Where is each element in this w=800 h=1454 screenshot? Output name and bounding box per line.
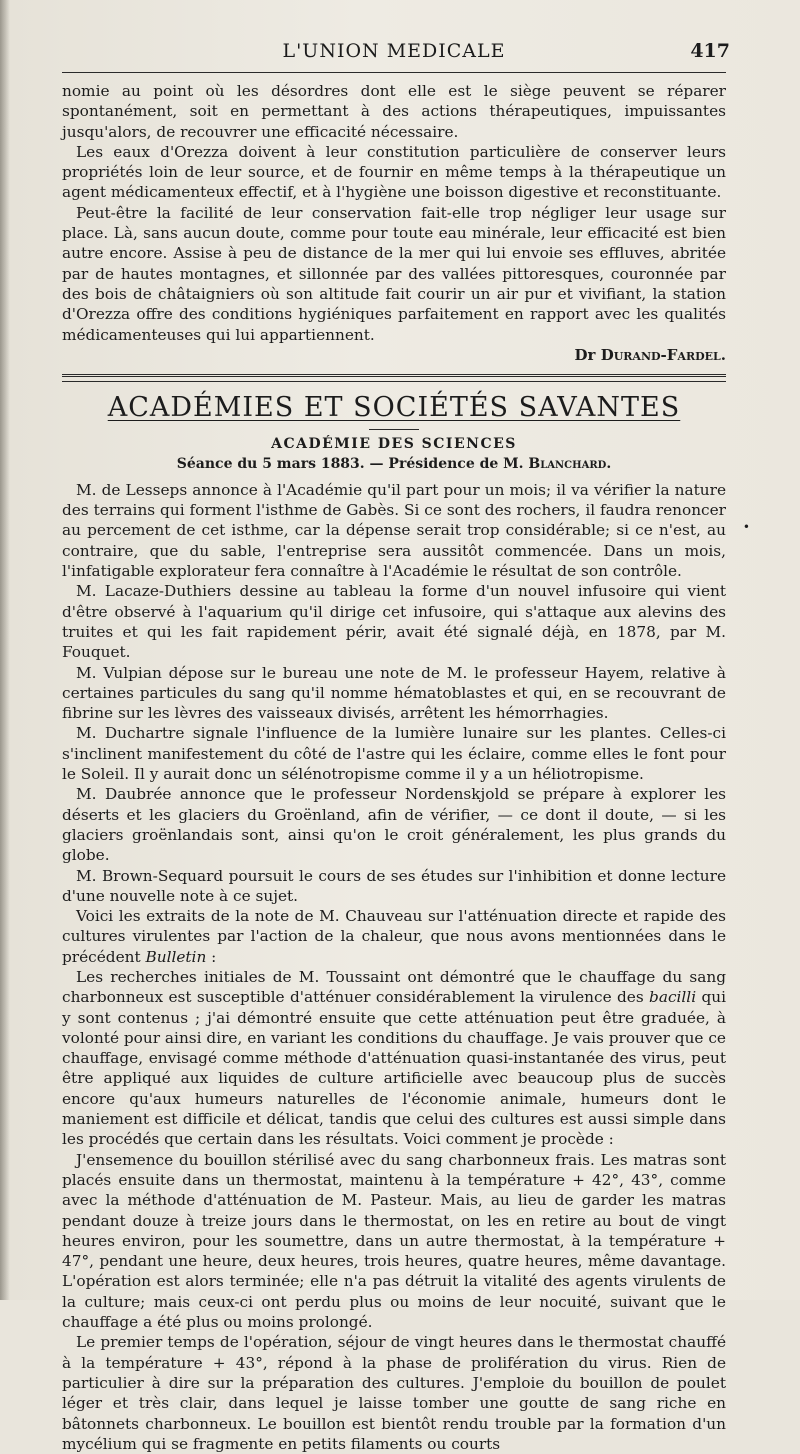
page-header: [62, 36, 730, 70]
body-paragraph: M. Lacaze-Duthiers dessine au tableau la forme d'un nouvel infusoire qui vient d'être observé à l'aquarium qu'il dirige cet infusoire, qui s'attaque aux alevins des truites et qui les fait rapidement périr, avait été signalé déjà, en 1878, par M. Fouquet.: [62, 582, 726, 662]
body-paragraph: Le premier temps de l'opération, séjour de vingt heures dans le thermostat chauffé à la température + 43°, répond à la phase de prolifération du virus. Rien de particulier à dire sur la préparation des cultures. J'emploie du bouillon de poulet léger et très clair, dans lequel je laisse tomber une goutte de sang riche en bâtonnets charbonneux. Le bouillon est bientôt rendu trouble par la formation d'un mycélium qui se fragmente en petits filaments ou courts: [62, 1333, 726, 1453]
text-run: Voici les extraits de la note de M. Chauveau sur l'atténuation directe et rapide des cultures virulentes par l'action de la chaleur, que nous avons mentionnées dans le précédent: [62, 907, 726, 966]
header-rule: [62, 72, 726, 73]
top-paragraph-3: Peut-être la facilité de leur conservation fait-elle trop négliger leur usage sur place. Là, sans aucun doute, comme pour toute eau minérale, leur efficacité est bien autre encore. Assise à peu de distance de la mer qui lui envoie ses effluves, abritée par de hautes montagnes, et sillonnée par des vallées pittoresques, couronnée par des bois de châtaigniers où son altitude fait courir un air pur et vivifiant, la station d'Orezza offre des conditions hygiéniques parfaitement en rapport avec les qualités médicamenteuses qui lui appartiennent.: [62, 203, 726, 344]
text-run: :: [206, 947, 217, 966]
margin-dot: •: [742, 520, 750, 534]
text-run: qui y sont contenus ; j'ai démontré ensuite que cette atténuation peut être graduée, à volonté pour ainsi dire, en variant les conditions du chauffage. Je vais prouver que ce chauffage, envisagé comme méthode d'atténuation quasi-instantanée des virus, peut être appliqué aux liquides de culture artificielle avec beaucoup plus de succès encore qu'aux humeurs naturelles de l'économie animale, humeurs dont le maniement est difficile et délicat, tandis que celui des cultures est aussi simple dans les procédés que certain dans les résultats. Voici comment je procède :: [62, 988, 727, 1149]
top-paragraph-2: Les eaux d'Orezza doivent à leur constitution particulière de conserver leurs propriétés loin de leur source, et de fournir en même temps à la thérapeutique un agent médicamenteux effectif, et à l'hygiène une boisson digestive et reconstituante.: [62, 142, 726, 202]
short-divider: [369, 429, 419, 430]
italic-run: bacilli: [649, 988, 697, 1007]
body-paragraph: M. Vulpian dépose sur le bureau une note de M. le professeur Hayem, relative à certaines particules du sang qu'il nomme hématoblastes et qui, en se recouvrant de fibrine sur les lèvres des vaisseaux divisés, arrêtent les hémorrhagies.: [62, 663, 726, 723]
text-run: Les recherches initiales de M. Toussaint ont démontré que le chauffage du sang charbonneux est susceptible d'atténuer considérablement la virulence des: [62, 967, 726, 1007]
body-paragraph: M. Daubrée annonce que le professeur Nordenskjold se prépare à explorer les déserts et les glaciers du Groënland, afin de vérifier, — ce dont il doute, — si les glaciers groënlandais sont, ainsi qu'on le croit généralement, les plus grands du globe.: [62, 785, 726, 865]
top-paragraph-1: nomie au point où les désordres dont elle est le siège peuvent se réparer spontanément, soit en permettant à des actions thérapeutiques, impuissantes jusqu'alors, de recouvrer une efficacité nécessaire.: [62, 82, 726, 141]
body-paragraph: M. Brown-Sequard poursuit le cours de ses études sur l'inhibition et donne lecture d'une nouvelle note à ce sujet.: [62, 866, 726, 905]
body-paragraph: M. Duchartre signale l'influence de la lumière lunaire sur les plantes. Celles-ci s'inclinent manifestement du côté de l'astre qui les éclaire, comme elles le font pour le Soleil. Il y aurait donc un sélénotropisme comme il y a un héliotropisme.: [62, 724, 726, 784]
session-president: Blanchard.: [528, 455, 612, 472]
page-number: 417: [690, 40, 730, 62]
top-article: [62, 81, 726, 364]
italic-run: Bulletin: [145, 947, 207, 966]
session-line: [62, 456, 726, 472]
section-title: ACADÉMIES ET SOCIÉTÉS SAVANTES: [107, 391, 681, 423]
author-signature: [62, 346, 726, 364]
section-divider: [62, 374, 726, 382]
subsection-title: ACADÉMIE DES SCIENCES: [271, 435, 517, 452]
session-text: Séance du 5 mars 1883. — Présidence de M.: [176, 455, 529, 472]
body-paragraph: [62, 967, 726, 1150]
body-paragraph: [62, 906, 726, 967]
signature-prefix: Dr: [574, 345, 596, 364]
article-body: [62, 480, 726, 1454]
signature-name: Durand-Fardel.: [600, 345, 726, 364]
body-paragraph: J'ensemence du bouillon stérilisé avec du sang charbonneux frais. Les matras sont placés ensuite dans un thermostat, maintenu à la température + 42°, 43°, comme avec la méthode d'atténuation de M. Pasteur. Mais, au lieu de garder les matras pendant douze à treize jours dans le thermostat, on les en retire au bout de vingt heures environ, pour les soumettre, dans un autre thermostat, à la température + 47°, pendant une heure, deux heures, trois heures, quatre heures, même davantage. L'opération est alors terminée; elle n'a pas détruit la vitalité des agents virulents de la culture; mais ceux-ci ont perdu plus ou moins de leur nocuité, suivant que le chauffage a été plus ou moins prolongé.: [62, 1150, 726, 1332]
running-title: L'UNION MEDICALE: [282, 40, 506, 62]
body-paragraph: M. de Lesseps annonce à l'Académie qu'il part pour un mois; il va vérifier la nature des terrains qui forment l'isthme de Gabès. Si ce sont des rochers, il faudra renoncer au percement de cet isthme, car la dépense serait trop considérable; si ce n'est, au contraire, que du sable, l'entreprise sera aussitôt commencée. Dans un mois, l'infatigable explorateur fera connaître à l'Académie le résultat de son contrôle.: [62, 480, 726, 581]
page-binding-shadow: [0, 0, 10, 1300]
